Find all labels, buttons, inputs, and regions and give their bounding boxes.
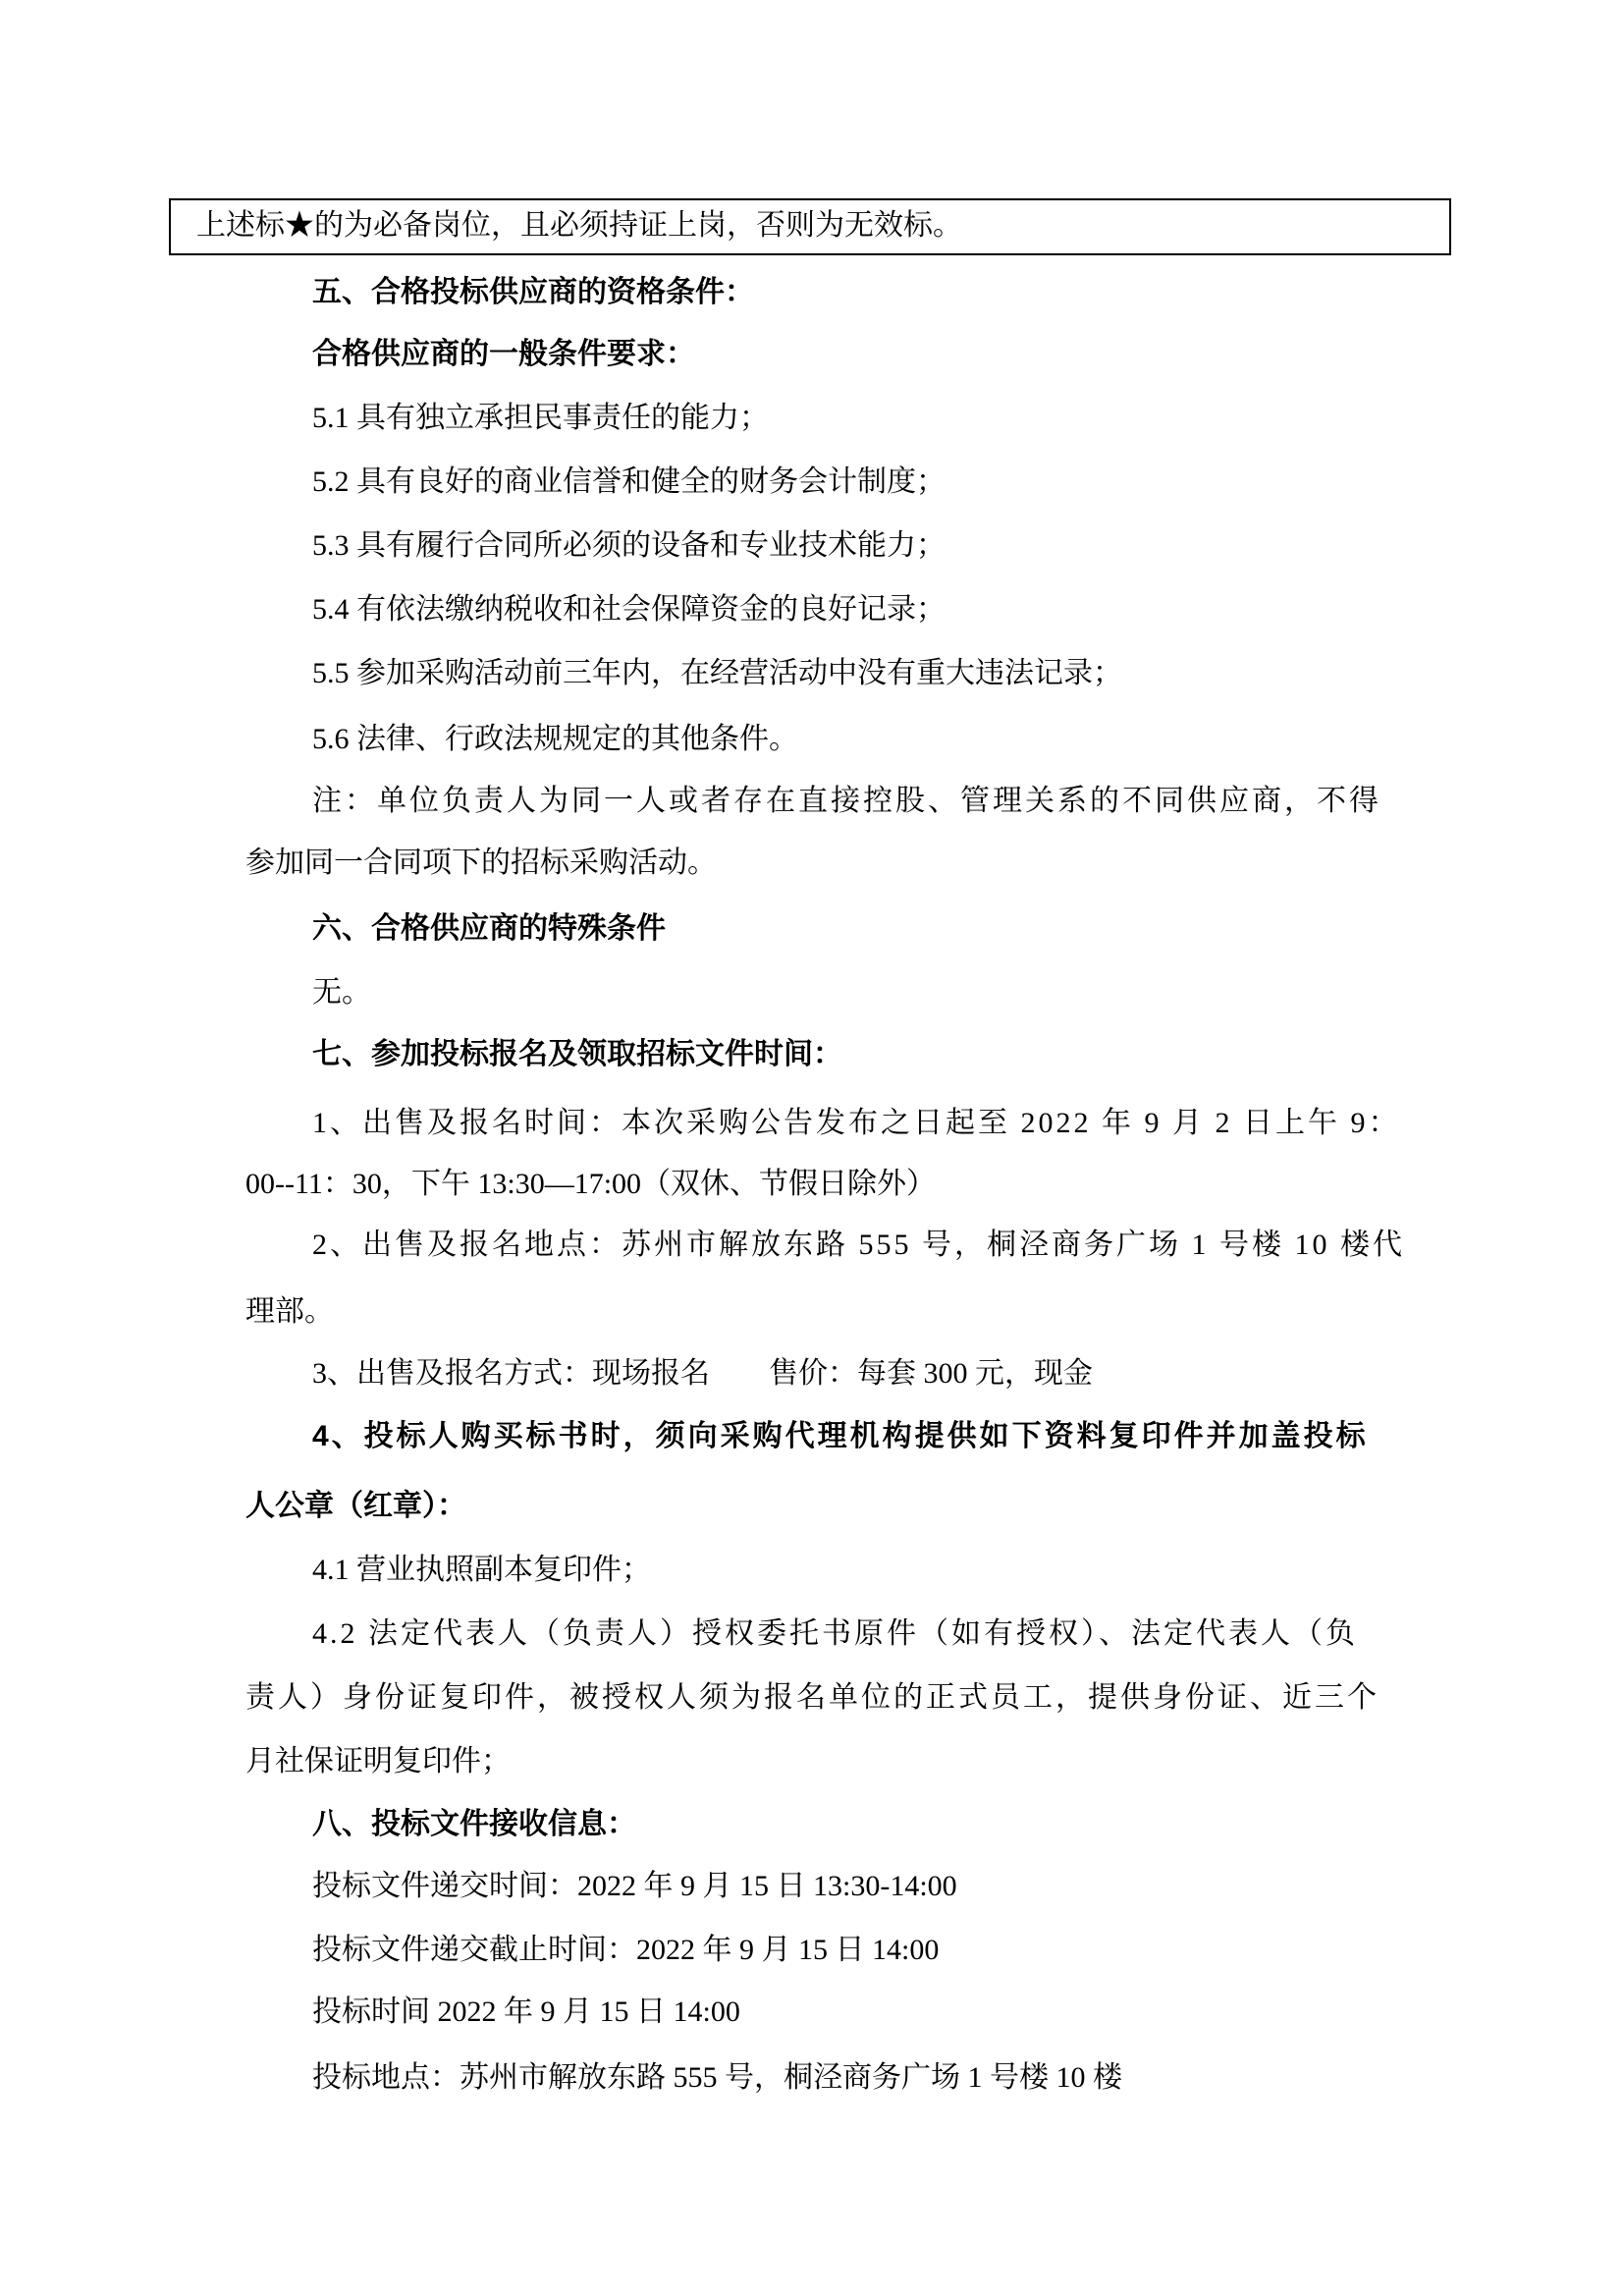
submission-time: 投标文件递交时间：2022 年 9 月 15 日 13:30-14:00 bbox=[312, 1870, 957, 1902]
notice-text: 上述标★的为必备岗位，且必须持证上岗，否则为无效标。 bbox=[196, 209, 962, 242]
item-7-4-1: 4.1 营业执照副本复印件； bbox=[312, 1554, 651, 1586]
bid-time: 投标时间 2022 年 9 月 15 日 14:00 bbox=[312, 1995, 740, 2028]
notice-box bbox=[169, 198, 1451, 255]
item-5-3: 5.3 具有履行合同所必须的设备和专业技术能力； bbox=[312, 529, 946, 562]
item-7-4-2-line3: 月社保证明复印件； bbox=[245, 1745, 511, 1777]
item-7-4-line1: 4、投标人购买标书时，须向采购代理机构提供如下资料复印件并加盖投标 bbox=[312, 1420, 1369, 1452]
item-5-4: 5.4 有依法缴纳税收和社会保障资金的良好记录； bbox=[312, 593, 946, 626]
item-7-4-2-line1: 4.2 法定代表人（负责人）授权委托书原件（如有授权）、法定代表人（负 bbox=[312, 1617, 1358, 1650]
item-7-1-line2: 00--11：30，下午 13:30—17:00（双休、节假日除外） bbox=[245, 1168, 937, 1200]
submission-deadline: 投标文件递交截止时间：2022 年 9 月 15 日 14:00 bbox=[312, 1934, 940, 1966]
item-7-2-line2: 理部。 bbox=[245, 1295, 334, 1328]
section7-heading: 七、参加投标报名及领取招标文件时间： bbox=[312, 1038, 842, 1070]
item-7-2-line1: 2、出售及报名地点：苏州市解放东路 555 号，桐泾商务广场 1 号楼 10 楼代 bbox=[312, 1229, 1405, 1261]
item-7-1-line1: 1、出售及报名时间：本次采购公告发布之日起至 2022 年 9 月 2 日上午 9： bbox=[312, 1107, 1401, 1139]
section5-heading: 五、合格投标供应商的资格条件： bbox=[312, 276, 754, 308]
item-7-3: 3、出售及报名方式：现场报名 售价：每套 300 元，现金 bbox=[312, 1357, 1093, 1390]
section6-heading: 六、合格供应商的特殊条件 bbox=[312, 912, 666, 945]
section5-note-line1: 注：单位负责人为同一人或者存在直接控股、管理关系的不同供应商，不得 bbox=[312, 785, 1381, 817]
item-5-1: 5.1 具有独立承担民事责任的能力； bbox=[312, 402, 769, 434]
section8-heading: 八、投标文件接收信息： bbox=[312, 1808, 636, 1840]
section6-content: 无。 bbox=[312, 976, 371, 1009]
item-7-4-2-line2: 责人）身份证复印件，被授权人须为报名单位的正式员工，提供身份证、近三个 bbox=[245, 1681, 1380, 1714]
section5-subheading: 合格供应商的一般条件要求： bbox=[312, 338, 695, 370]
item-7-4-line2: 人公章（红章）： bbox=[245, 1490, 466, 1522]
item-5-5: 5.5 参加采购活动前三年内，在经营活动中没有重大违法记录； bbox=[312, 657, 1122, 689]
item-5-6: 5.6 法律、行政法规规定的其他条件。 bbox=[312, 723, 798, 755]
bid-place: 投标地点：苏州市解放东路 555 号，桐泾商务广场 1 号楼 10 楼 bbox=[312, 2061, 1122, 2094]
section5-note-line2: 参加同一合同项下的招标采购活动。 bbox=[245, 847, 717, 879]
item-5-2: 5.2 具有良好的商业信誉和健全的财务会计制度； bbox=[312, 465, 946, 498]
